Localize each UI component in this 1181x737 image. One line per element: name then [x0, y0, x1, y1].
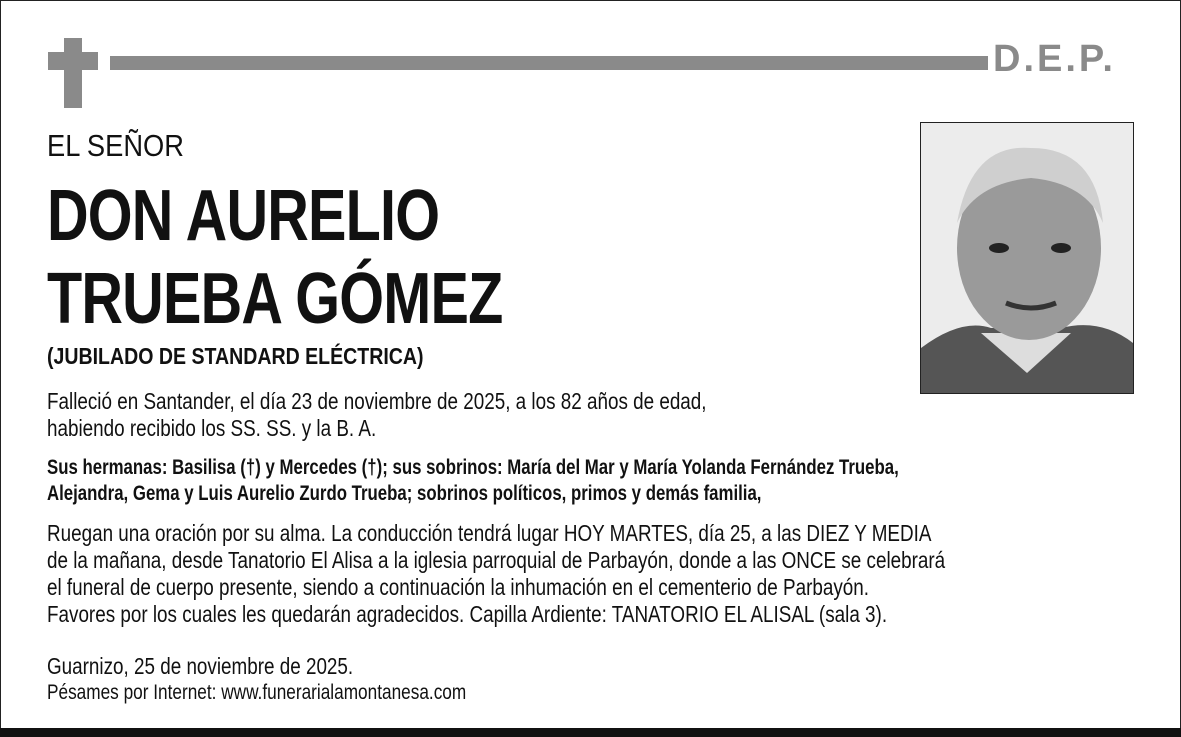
name-line-2: TRUEBA GÓMEZ [47, 259, 503, 339]
family-line: Alejandra, Gema y Luis Aurelio Zurdo Trueba; sobrinos políticos, primos y demás familia, [47, 482, 762, 505]
death-notice-line: Falleció en Santander, el día 23 de noviembre de 2025, a los 82 años de edad, [47, 388, 707, 414]
ceremony-line: el funeral de cuerpo presente, siendo a continuación la inhumación en el cementerio de Parbayón. [47, 574, 869, 600]
ceremony-line: Favores por los cuales les quedarán agradecidos. Capilla Ardiente: TANATORIO EL ALISAL (sala 3). [47, 601, 888, 627]
ceremony-line: Ruegan una oración por su alma. La conducción tendrá lugar HOY MARTES, día 25, a las DIEZ Y MEDIA [47, 520, 932, 546]
dep-label: D.E.P. [993, 38, 1116, 80]
name-line-1: DON AURELIO [47, 176, 440, 256]
portrait-image [921, 123, 1133, 393]
family-line: Sus hermanas: Basilisa (†) y Mercedes (†); sus sobrinos: María del Mar y María Yolanda Fernández Trueba, [47, 456, 899, 479]
title-prefix: EL SEÑOR [47, 128, 184, 163]
ceremony-line: de la mañana, desde Tanatorio El Alisa a la iglesia parroquial de Parbayón, donde a las ONCE se celebrará [47, 547, 946, 573]
cross-icon [64, 38, 82, 108]
place-date: Guarnizo, 25 de noviembre de 2025. [47, 653, 354, 679]
death-notice-line: habiendo recibido los SS. SS. y la B. A. [47, 415, 377, 441]
portrait-photo [920, 122, 1134, 394]
occupation: (JUBILADO DE STANDARD ELÉCTRICA) [47, 343, 424, 369]
cross-icon-arm [48, 52, 98, 70]
header-rule [110, 56, 988, 70]
condolences-website: Pésames por Internet: www.funerarialamontanesa.com [47, 681, 467, 704]
bottom-bar [0, 728, 1181, 737]
